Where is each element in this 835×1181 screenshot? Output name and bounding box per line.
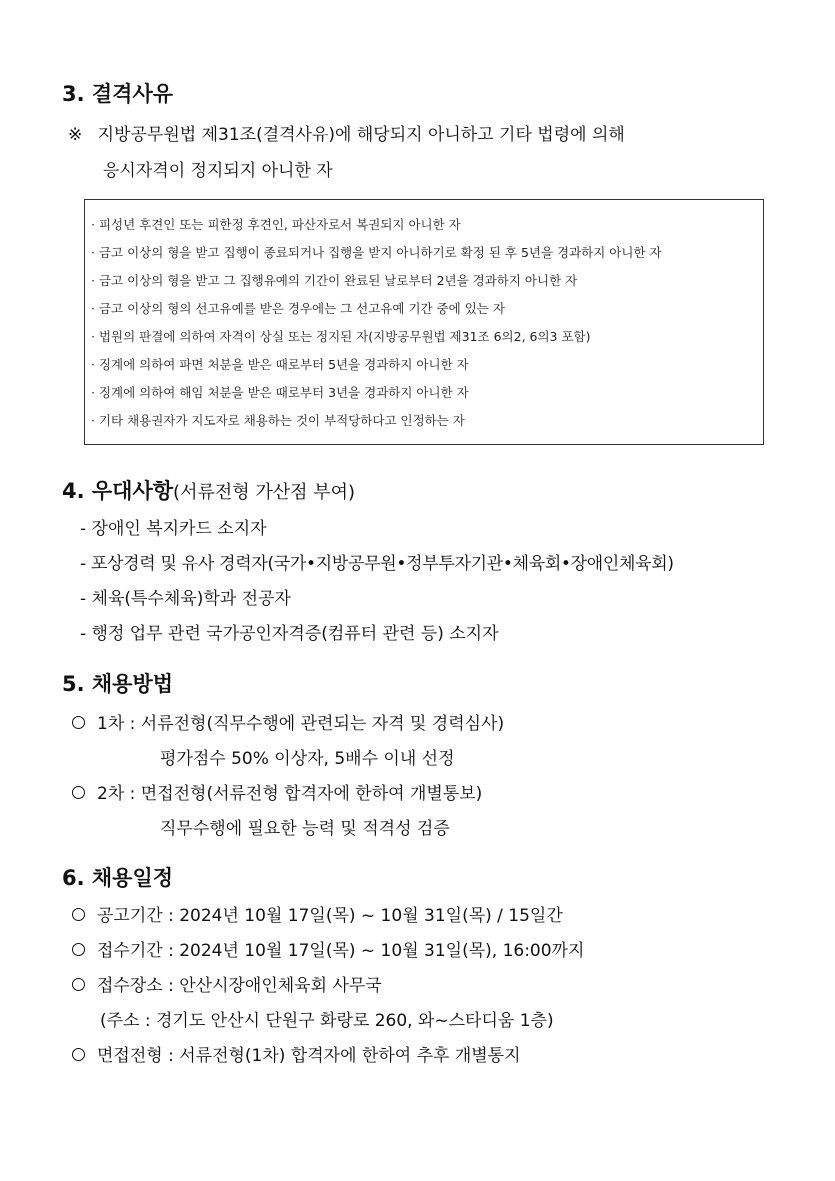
box-item: · 징계에 의하여 해임 처분을 받은 때로부터 3년을 경과하지 아니한 자 <box>91 385 469 400</box>
address-line: (주소 : 경기도 안산시 단원구 화랑로 260, 와~스타디움 1층) <box>100 1011 554 1031</box>
schedule-text: 공고기간 : 2024년 10월 17일(목) ~ 10월 31일(목) / 15일간 <box>97 906 563 926</box>
box-item: · 금고 이상의 형의 선고유예를 받은 경우에는 그 선고유예 기간 중에 있는 자 <box>91 301 505 316</box>
schedule-text: 접수기간 : 2024년 10월 17일(목) ~ 10월 31일(목), 16:00까지 <box>97 941 585 961</box>
circle-bullet-icon <box>72 943 85 956</box>
note-line <box>68 120 625 145</box>
stage2-text: 2차 : 면접전형(서류전형 합격자에 한하여 개별통보) <box>97 784 483 804</box>
disqualification-box <box>84 199 764 445</box>
stage1 <box>72 709 504 734</box>
circle-bullet-icon <box>72 908 85 921</box>
box-item: · 금고 이상의 형을 받고 집행이 종료되거나 집행을 받지 아니하기로 확정 된 후 5년을 경과하지 아니한 자 <box>91 245 662 260</box>
note-text-2: 응시자격이 정지되지 아니한 자 <box>103 161 333 181</box>
schedule-text: 접수장소 : 안산시장애인체육회 사무국 <box>97 976 382 996</box>
section3-title: 3. 결격사유 <box>62 82 174 106</box>
box-item: · 피성년 후견인 또는 피한정 후견인, 파산자로서 복권되지 아니한 자 <box>91 217 461 232</box>
section4-title-text: 4. 우대사항 <box>62 479 174 503</box>
section5-title: 5. 채용방법 <box>62 672 174 696</box>
schedule-item <box>72 936 584 961</box>
section4-subtitle: (서류전형 가산점 부여) <box>173 482 356 503</box>
list-item: - 행정 업무 관련 국가공인자격증(컴퓨터 관련 등) 소지자 <box>80 624 499 644</box>
circle-bullet-icon <box>72 978 85 991</box>
box-item: · 금고 이상의 형을 받고 그 집행유예의 기간이 완료된 날로부터 2년을 경과하지 아니한 자 <box>91 273 578 288</box>
circle-bullet-icon <box>72 1048 85 1061</box>
schedule-item <box>72 901 563 926</box>
box-item: · 법원의 판결에 의하여 자격이 상실 또는 정지된 자(지방공무원법 제31조 6의2, 6의3 포함) <box>91 329 591 344</box>
note-text-1: 지방공무원법 제31조(결격사유)에 해당되지 아니하고 기타 법령에 의해 <box>97 125 625 145</box>
box-item: · 징계에 의하여 파면 처분을 받은 때로부터 5년을 경과하지 아니한 자 <box>91 357 469 372</box>
list-item: - 체육(특수체육)학과 전공자 <box>80 589 291 609</box>
list-item: - 장애인 복지카드 소지자 <box>80 519 267 539</box>
circle-bullet-icon <box>72 786 85 799</box>
section6-title: 6. 채용일정 <box>62 866 174 890</box>
list-item: - 포상경력 및 유사 경력자(국가•지방공무원•정부투자기관•체육회•장애인체육회) <box>80 554 674 574</box>
stage1-text: 1차 : 서류전형(직무수행에 관련되는 자격 및 경력심사) <box>97 714 505 734</box>
reference-mark: ※ <box>68 125 83 145</box>
box-item: · 기타 채용권자가 지도자로 채용하는 것이 부적당하다고 인정하는 자 <box>91 413 465 428</box>
schedule-item <box>72 971 382 996</box>
stage1-detail: 평가점수 50% 이상자, 5배수 이내 선정 <box>160 749 455 769</box>
section4-title <box>62 475 355 505</box>
circle-bullet-icon <box>72 716 85 729</box>
schedule-item <box>72 1041 521 1066</box>
schedule-text: 면접전형 : 서류전형(1차) 합격자에 한하여 추후 개별통지 <box>97 1046 521 1066</box>
stage2-detail: 직무수행에 필요한 능력 및 적격성 검증 <box>160 819 450 839</box>
stage2 <box>72 779 482 804</box>
